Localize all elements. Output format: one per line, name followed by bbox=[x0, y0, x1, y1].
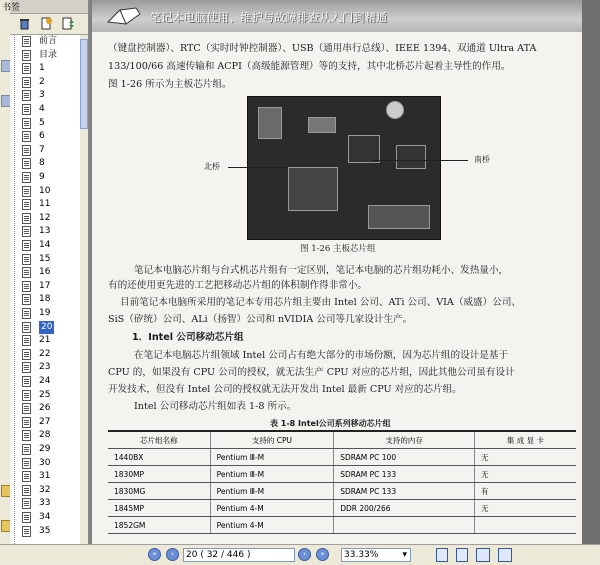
bookmark-label: 21 bbox=[39, 335, 51, 346]
bookmark-item[interactable] bbox=[22, 62, 80, 75]
page-bookmark-icon bbox=[22, 308, 31, 319]
bookmark-label: 9 bbox=[39, 172, 45, 182]
table-cell: SDRAM PC 133 bbox=[334, 483, 475, 500]
bookmark-item[interactable] bbox=[22, 375, 80, 388]
section-heading: 1．Intel 公司移动芯片组 bbox=[132, 332, 244, 343]
paragraph-line: 目前笔记本电脑所采用的笔记本专用芯片组主要由 Intel 公司、ATi 公司、VIA（威盛）公司、 bbox=[120, 297, 522, 308]
table-cell: 有 bbox=[474, 483, 576, 500]
page-bookmark-icon bbox=[22, 281, 31, 292]
bookmark-label: 31 bbox=[39, 471, 51, 482]
paragraph-line: 开发技术，但没有 Intel 公司的授权就无法开发出 Intel 最新 CPU 对应的芯片组。 bbox=[108, 384, 462, 395]
laptop-logo-icon bbox=[106, 4, 142, 28]
bookmark-item[interactable] bbox=[22, 130, 80, 143]
bookmark-item[interactable] bbox=[22, 402, 80, 415]
table-cell: 无 bbox=[474, 500, 576, 517]
page-bookmark-icon bbox=[22, 471, 31, 482]
page-bookmark-icon bbox=[22, 335, 31, 346]
bookmark-list bbox=[10, 35, 80, 544]
bookmark-item[interactable] bbox=[22, 443, 80, 456]
north-leader-line bbox=[228, 167, 288, 168]
page-position: ( 32 / 446 ) bbox=[200, 550, 251, 560]
table-cell: Pentium Ⅲ-M bbox=[210, 483, 334, 500]
panel-scrollbar[interactable] bbox=[80, 35, 88, 544]
continuous-layout-icon[interactable] bbox=[456, 548, 468, 562]
bookmark-label: 10 bbox=[39, 185, 51, 196]
bookmark-item[interactable] bbox=[22, 157, 80, 170]
south-leader-line bbox=[372, 160, 468, 161]
board-component bbox=[258, 107, 282, 139]
page-bookmark-icon bbox=[22, 390, 31, 401]
paragraph-line: 笔记本电脑芯片组与台式机芯片组有一定区别，笔记本电脑的芯片组功耗小、发热量小， bbox=[134, 265, 509, 276]
paragraph-line: 图 1-26 所示为主板芯片组。 bbox=[108, 79, 232, 90]
bookmark-label: 2 bbox=[39, 76, 45, 87]
bookmark-label: 8 bbox=[39, 158, 45, 169]
page-bookmark-icon bbox=[22, 362, 31, 373]
bookmark-item[interactable] bbox=[22, 35, 80, 48]
bookmark-item[interactable] bbox=[22, 361, 80, 374]
table-row bbox=[108, 466, 576, 483]
bookmark-label: 16 bbox=[39, 267, 51, 278]
table-cell: 1852GM bbox=[108, 517, 210, 534]
table-cell: 无 bbox=[474, 449, 576, 466]
battery-coin bbox=[386, 101, 404, 119]
page-bookmark-icon bbox=[22, 376, 31, 387]
bookmark-item[interactable] bbox=[22, 171, 80, 184]
first-page-icon[interactable]: « bbox=[148, 548, 161, 561]
page-banner-title: 笔记本电脑使用、维护与故障排查从入门到精通 bbox=[150, 11, 388, 24]
page-bookmark-icon bbox=[22, 458, 31, 469]
page-bookmark-icon bbox=[22, 512, 31, 523]
page-bookmark-icon bbox=[22, 77, 31, 88]
page-bookmark-icon bbox=[22, 158, 31, 169]
page-bookmark-icon bbox=[22, 63, 31, 74]
page-bookmark-icon bbox=[22, 430, 31, 441]
bookmark-item[interactable] bbox=[22, 307, 80, 320]
bookmark-item[interactable] bbox=[22, 280, 80, 293]
page-bookmark-icon bbox=[22, 267, 31, 278]
bookmark-label: 12 bbox=[39, 212, 51, 223]
page-bookmark-icon bbox=[22, 186, 31, 197]
cpu-socket bbox=[288, 167, 338, 211]
table-cell: Pentium Ⅲ-M bbox=[210, 466, 334, 483]
table-cell bbox=[474, 517, 576, 534]
paragraph-line: 有的还使用更先进的工艺把移动芯片组的体积制作得非常小。 bbox=[108, 280, 368, 291]
paragraph-line: CPU 的，如果没有 CPU 公司的授权，就无法生产 CPU 对应的芯片组，因此其他公司虽有设计 bbox=[108, 367, 515, 378]
table-row bbox=[108, 517, 576, 534]
bookmark-item[interactable] bbox=[22, 497, 80, 510]
bookmark-label: 18 bbox=[39, 294, 51, 305]
page-bookmark-icon bbox=[22, 145, 31, 156]
bookmark-item[interactable] bbox=[22, 429, 80, 442]
page-bookmark-icon bbox=[22, 254, 31, 265]
page-bookmark-icon bbox=[22, 498, 31, 509]
scrollbar-thumb[interactable] bbox=[80, 39, 88, 129]
bookmark-item[interactable] bbox=[22, 416, 80, 429]
bookmark-item[interactable] bbox=[22, 293, 80, 306]
table-cell: SDRAM PC 100 bbox=[334, 449, 475, 466]
page-bookmark-icon bbox=[22, 199, 31, 210]
table-cell: 1830MG bbox=[108, 483, 210, 500]
motherboard-photo bbox=[247, 96, 441, 240]
bookmark-label: 14 bbox=[39, 240, 51, 250]
page-bookmark-icon bbox=[22, 403, 31, 414]
table-header-cell: 芯片组名称 bbox=[108, 431, 210, 449]
bookmark-item[interactable] bbox=[22, 89, 80, 102]
bookmark-item[interactable] bbox=[22, 76, 80, 89]
bookmark-label: 17 bbox=[39, 280, 51, 291]
bookmark-label: 15 bbox=[39, 253, 51, 264]
page-bookmark-icon bbox=[22, 444, 31, 455]
page-bookmark-icon bbox=[22, 417, 31, 428]
bookmark-label: 32 bbox=[39, 484, 51, 495]
bookmark-label: 目录 bbox=[39, 49, 58, 60]
bookmark-label: 29 bbox=[39, 444, 51, 454]
bookmark-label: 23 bbox=[39, 362, 51, 373]
bookmark-item[interactable] bbox=[22, 457, 80, 470]
pdf-page bbox=[92, 0, 582, 544]
bookmark-item[interactable] bbox=[22, 239, 80, 252]
bookmark-label: 7 bbox=[39, 144, 45, 155]
table-cell: 1440BX bbox=[108, 449, 210, 466]
single-page-layout-icon[interactable] bbox=[436, 548, 448, 562]
viewer-right-margin bbox=[582, 0, 600, 544]
page-bookmark-icon bbox=[22, 118, 31, 129]
new-bookmark-icon[interactable] bbox=[40, 17, 53, 30]
memory-slot bbox=[368, 205, 430, 229]
table-header-cell: 支持的内存 bbox=[334, 431, 475, 449]
bookmark-item[interactable] bbox=[22, 484, 80, 497]
page-bookmark-icon bbox=[22, 90, 31, 101]
paragraph-line: SiS（矽统）公司、ALi（扬智）公司和 nVIDIA 公司等几家设计生产。 bbox=[108, 314, 413, 325]
panel-title: 书签 bbox=[2, 3, 21, 13]
bookmark-label: 4 bbox=[39, 104, 45, 114]
label-north: 北桥 bbox=[204, 162, 220, 171]
last-page-icon[interactable]: » bbox=[316, 548, 329, 561]
bookmark-label: 35 bbox=[39, 525, 51, 536]
southbridge-chip bbox=[396, 145, 426, 169]
table-cell: Pentium Ⅲ-M bbox=[210, 449, 334, 466]
table-cell: Pentium 4-M bbox=[210, 517, 334, 534]
table-row bbox=[108, 449, 576, 466]
bookmark-item[interactable] bbox=[22, 185, 80, 198]
panel-header bbox=[2, 0, 88, 14]
paragraph-line: 在笔记本电脑芯片组领域 Intel 公司占有绝大部分的市场份额，因为芯片组的设计是基于 bbox=[134, 350, 509, 361]
bookmark-item[interactable] bbox=[22, 198, 80, 211]
figure-caption: 图 1-26 主板芯片组 bbox=[300, 244, 376, 254]
table-row bbox=[108, 483, 576, 500]
bookmark-label: 34 bbox=[39, 512, 51, 522]
table-header-row bbox=[108, 431, 576, 449]
page-bookmark-icon bbox=[22, 526, 31, 537]
paragraph-line: （键盘控制器）、RTC（实时时钟控制器）、USB（通用串行总线）、IEEE 1394、双通道 Ultra ATA bbox=[108, 43, 537, 54]
table-cell: Pentium 4-M bbox=[210, 500, 334, 517]
bookmark-item[interactable] bbox=[22, 321, 80, 334]
bookmark-item[interactable] bbox=[22, 266, 80, 279]
previous-page-icon[interactable]: ‹ bbox=[166, 548, 179, 561]
page-bookmark-icon bbox=[22, 485, 31, 496]
bookmark-item[interactable] bbox=[22, 49, 80, 62]
bookmark-item[interactable] bbox=[22, 348, 80, 361]
page-bookmark-icon bbox=[22, 104, 31, 115]
continuous-facing-layout-icon[interactable] bbox=[498, 548, 512, 562]
paragraph-line: Intel 公司移动芯片组如表 1-8 所示。 bbox=[134, 401, 297, 412]
bookmark-label: 26 bbox=[39, 403, 51, 414]
page-bookmark-icon bbox=[22, 131, 31, 142]
page-bookmark-icon bbox=[22, 213, 31, 224]
bookmark-item[interactable] bbox=[22, 225, 80, 238]
bookmark-item[interactable] bbox=[22, 103, 80, 116]
bookmark-label: 5 bbox=[39, 117, 45, 128]
bookmark-label: 6 bbox=[39, 131, 45, 142]
bookmark-label: 22 bbox=[39, 348, 51, 359]
table-cell: SDRAM PC 133 bbox=[334, 466, 475, 483]
bookmark-label: 19 bbox=[39, 308, 51, 318]
chipset-table bbox=[108, 430, 576, 534]
table-header-cell: 支持的 CPU bbox=[210, 431, 334, 449]
paragraph-line: 133/100/66 高速传输和 ACPI（高级能源管理）等的支持，其中北桥芯片起着主导性的作用。 bbox=[108, 61, 511, 72]
bookmark-item[interactable] bbox=[22, 117, 80, 130]
bookmark-label: 30 bbox=[39, 457, 51, 468]
bookmark-label: 20 bbox=[41, 321, 53, 332]
bookmark-item[interactable] bbox=[22, 212, 80, 225]
northbridge-chip bbox=[348, 135, 380, 163]
page-bookmark-icon bbox=[22, 240, 31, 251]
zoom-value: 33.33% bbox=[344, 550, 379, 560]
table-header-cell: 集 成 显 卡 bbox=[474, 431, 576, 449]
table-cell: 无 bbox=[474, 466, 576, 483]
bookmark-label: 28 bbox=[39, 430, 51, 441]
table-cell bbox=[334, 517, 475, 534]
page-bookmark-icon bbox=[22, 36, 31, 47]
delete-bookmark-icon[interactable] bbox=[18, 17, 31, 30]
page-bookmark-icon bbox=[22, 322, 31, 333]
bookmark-label: 3 bbox=[39, 90, 45, 101]
page-bookmark-icon bbox=[22, 349, 31, 360]
bookmark-label: 27 bbox=[39, 416, 51, 427]
page-bookmark-icon bbox=[22, 226, 31, 237]
bookmark-item[interactable] bbox=[22, 334, 80, 347]
bookmark-label: 前言 bbox=[39, 36, 58, 46]
bookmark-item[interactable] bbox=[22, 525, 80, 538]
navigation-bar bbox=[0, 544, 600, 565]
bookmarks-panel bbox=[2, 0, 89, 544]
bookmark-label: 24 bbox=[39, 376, 51, 386]
bookmark-item[interactable] bbox=[22, 511, 80, 524]
table-row bbox=[108, 500, 576, 517]
bookmark-label: 13 bbox=[39, 226, 51, 237]
facing-layout-icon[interactable] bbox=[476, 548, 490, 562]
page-bookmark-icon bbox=[22, 50, 31, 61]
bookmark-label: 1 bbox=[39, 63, 45, 74]
bookmark-label: 33 bbox=[39, 498, 51, 509]
page-bookmark-icon bbox=[22, 172, 31, 183]
table-title: 表 1-8 Intel公司系列移动芯片组 bbox=[270, 419, 391, 428]
label-south: 南桥 bbox=[474, 155, 490, 164]
table-cell: 1830MP bbox=[108, 466, 210, 483]
bookmark-properties-icon[interactable] bbox=[62, 17, 75, 30]
page-bookmark-icon bbox=[22, 294, 31, 305]
table-cell: DDR 200/266 bbox=[334, 500, 475, 517]
bookmark-item[interactable] bbox=[22, 253, 80, 266]
zoom-select[interactable] bbox=[341, 548, 411, 562]
next-page-icon[interactable]: › bbox=[298, 548, 311, 561]
table-cell: 1845MP bbox=[108, 500, 210, 517]
board-component bbox=[308, 117, 336, 133]
bookmark-label: 25 bbox=[39, 389, 51, 400]
bookmark-label: 11 bbox=[39, 199, 51, 210]
chevron-down-icon: ▾ bbox=[402, 550, 407, 560]
page-number-field[interactable] bbox=[183, 548, 295, 562]
page-number-value: 20 bbox=[186, 550, 198, 560]
bookmark-item[interactable] bbox=[22, 470, 80, 483]
bookmark-item[interactable] bbox=[22, 389, 80, 402]
panel-toolbar bbox=[10, 14, 88, 35]
bookmark-item[interactable] bbox=[22, 144, 80, 157]
